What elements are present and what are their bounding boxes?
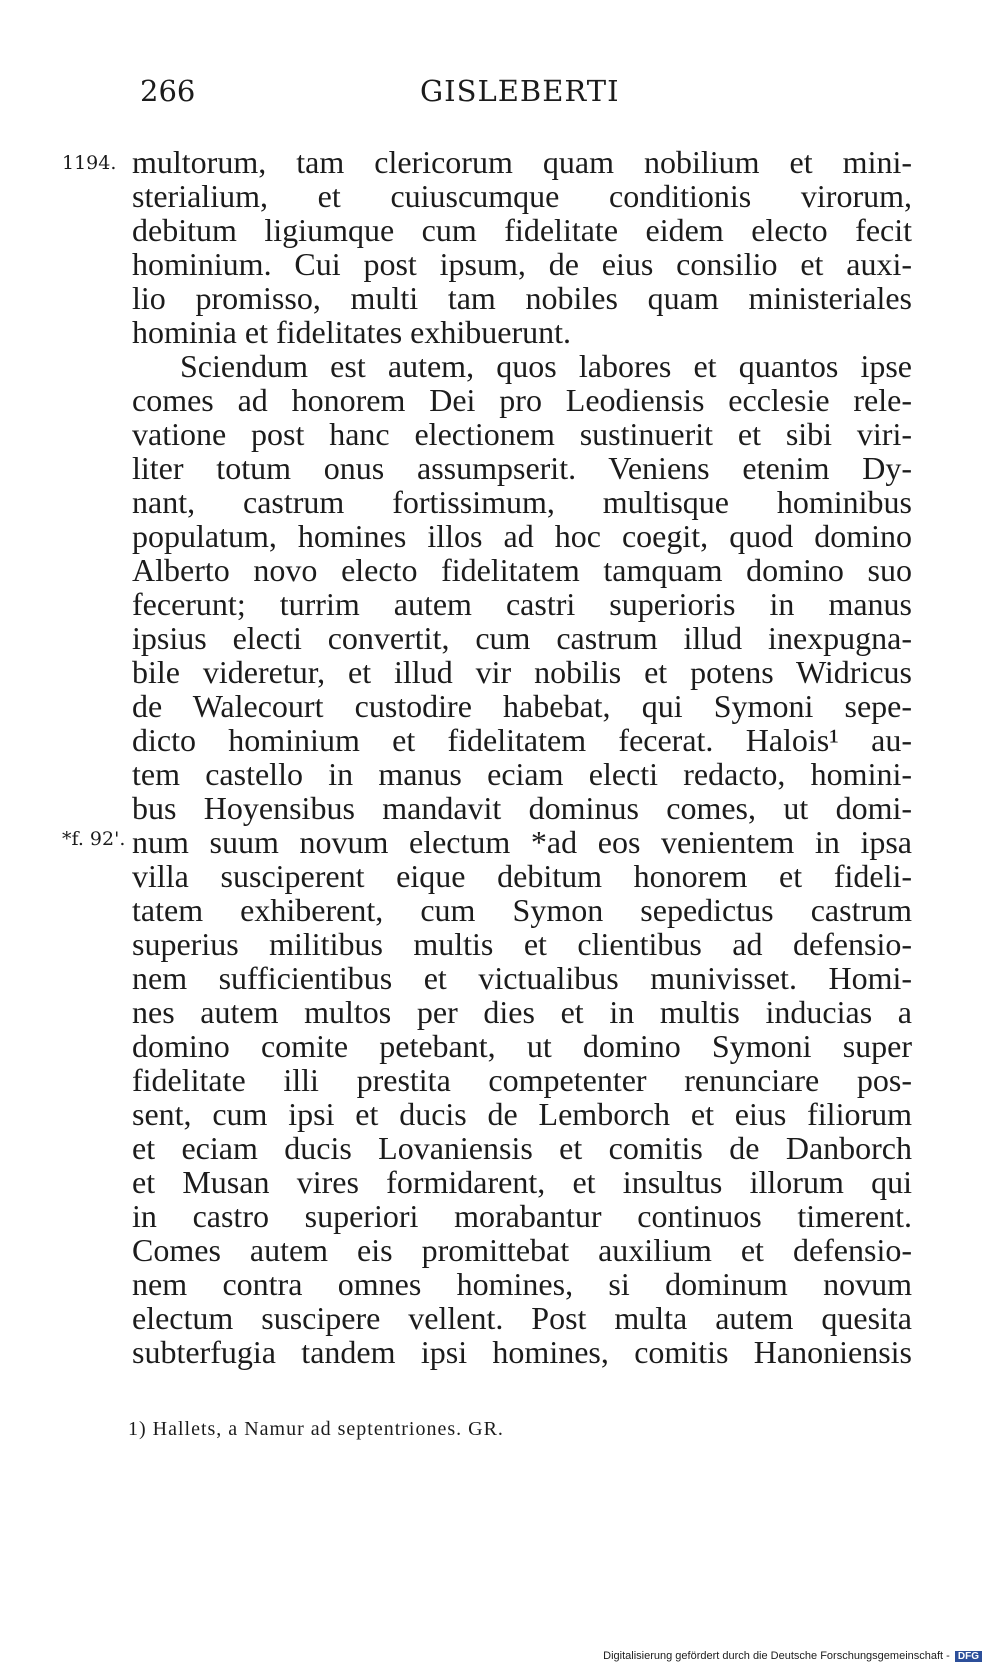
text-line: nant, castrum fortissimum, multisque hominibus [132, 484, 912, 520]
text-line: comes ad honorem Dei pro Leodiensis ecclesie rele- [132, 382, 912, 418]
page-header [128, 74, 908, 114]
margin-folio: *f. 92'. [62, 828, 126, 850]
text-line: Alberto novo electo fidelitatem tamquam domino suo [132, 552, 912, 588]
digitization-text: Digitalisierung gefördert durch die Deutsche Forschungsgemeinschaft - [603, 1650, 950, 1662]
digitization-credit [603, 1650, 982, 1662]
text-line: bile videretur, et illud vir nobilis et potens Widricus [132, 654, 912, 690]
text-line: debitum ligiumque cum fidelitate eidem electo fecit [132, 212, 912, 248]
text-line: populatum, homines illos ad hoc coegit, quod domino [132, 518, 912, 554]
text-line: fidelitate illi prestita competenter renunciare pos- [132, 1062, 912, 1098]
text-line: Sciendum est autem, quos labores et quantos ipse [180, 348, 912, 384]
text-line: et Musan vires formidarent, et insultus illorum qui [132, 1164, 912, 1200]
text-line: subterfugia tandem ipsi homines, comitis Hanoniensis [132, 1334, 912, 1370]
text-line: Comes autem eis promittebat auxilium et defensio- [132, 1232, 912, 1268]
text-line: superius militibus multis et clientibus ad defensio- [132, 926, 912, 962]
footnote: 1) Hallets, a Namur ad septentriones. GR. [128, 1418, 504, 1440]
running-head: GISLEBERTI [420, 74, 620, 108]
text-line: in castro superiori morabantur continuos timerent. [132, 1198, 912, 1234]
text-line: nem contra omnes homines, si dominum novum [132, 1266, 912, 1302]
dfg-logo-icon: DFG [955, 1651, 982, 1662]
text-line: villa susciperent eique debitum honorem et fideli- [132, 858, 912, 894]
text-line: de Walecourt custodire habebat, qui Symoni sepe- [132, 688, 912, 724]
text-line: num suum novum electum *ad eos venientem in ipsa [132, 824, 912, 860]
text-line: tem castello in manus eciam electi redacto, homini- [132, 756, 912, 792]
page-number: 266 [140, 74, 196, 108]
text-line: dicto hominium et fidelitatem fecerat. Halois¹ au- [132, 722, 912, 758]
text-line: nes autem multos per dies et in multis inducias a [132, 994, 912, 1030]
text-line: multorum, tam clericorum quam nobilium et mini- [132, 144, 912, 180]
text-line: vatione post hanc electionem sustinuerit et sibi viri- [132, 416, 912, 452]
text-line: bus Hoyensibus mandavit dominus comes, ut domi- [132, 790, 912, 826]
text-line: lio promisso, multi tam nobiles quam ministeriales [132, 280, 912, 316]
text-line: liter totum onus assumpserit. Veniens etenim Dy- [132, 450, 912, 486]
margin-year: 1194. [62, 152, 117, 174]
text-line: et eciam ducis Lovaniensis et comitis de Danborch [132, 1130, 912, 1166]
text-line: sterialium, et cuiuscumque conditionis virorum, [132, 178, 912, 214]
text-line: sent, cum ipsi et ducis de Lemborch et eius filiorum [132, 1096, 912, 1132]
text-line: ipsius electi convertit, cum castrum illud inexpugna- [132, 620, 912, 656]
text-line: fecerunt; turrim autem castri superioris in manus [132, 586, 912, 622]
text-line: nem sufficientibus et victualibus munivisset. Homi- [132, 960, 912, 996]
text-line: hominia et fidelitates exhibuerunt. [132, 314, 571, 350]
text-line: hominium. Cui post ipsum, de eius consilio et auxi- [132, 246, 912, 282]
text-line: tatem exhiberent, cum Symon sepedictus castrum [132, 892, 912, 928]
text-line: domino comite petebant, ut domino Symoni super [132, 1028, 912, 1064]
text-line: electum suscipere vellent. Post multa autem quesita [132, 1300, 912, 1336]
